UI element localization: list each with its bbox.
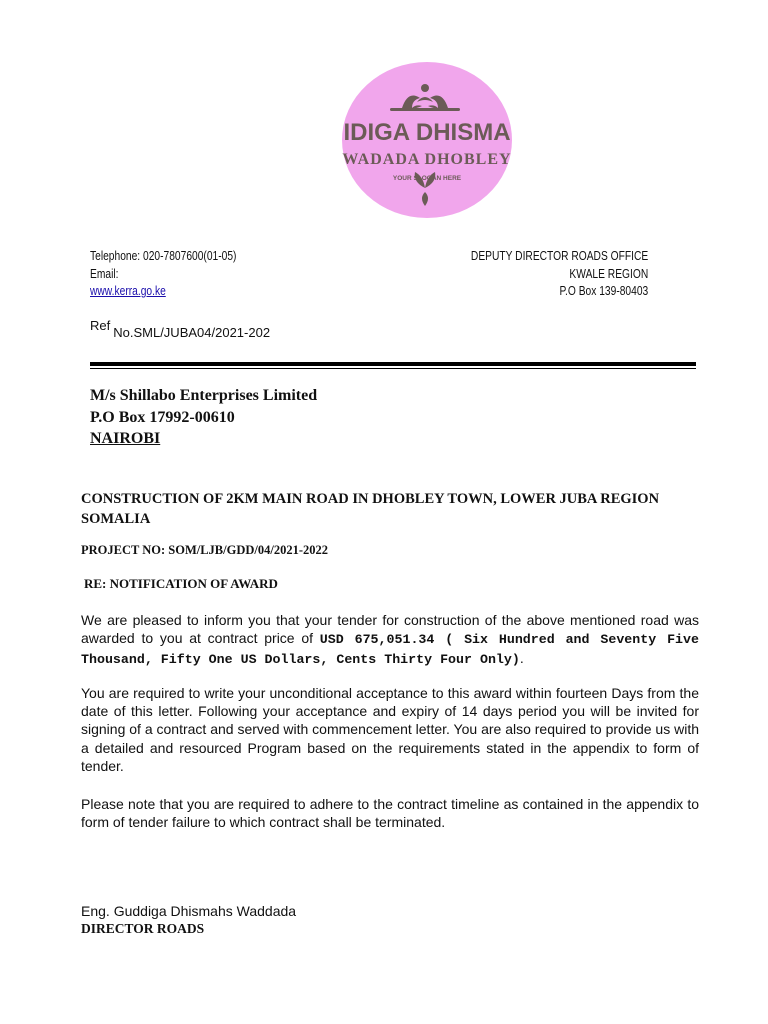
signatory-name: Eng. Guddiga Dhismahs Waddada: [81, 903, 297, 919]
re-line: RE: NOTIFICATION OF AWARD: [84, 576, 278, 591]
reference-line: [90, 318, 271, 340]
divider-thick: [90, 362, 696, 366]
contact-right-block: [471, 248, 648, 301]
addressee-block: [90, 385, 317, 450]
signatory-title: DIRECTOR ROADS: [81, 921, 205, 936]
signatory-block: [81, 902, 296, 938]
award-end-text: .: [519, 650, 524, 667]
email-line: Email:: [90, 266, 119, 281]
office-line: DEPUTY DIRECTOR ROADS OFFICE: [470, 249, 648, 263]
reference-label: Ref: [90, 318, 111, 333]
divider-thin: [90, 368, 696, 369]
po-box-line: P.O Box 139-80403: [559, 284, 648, 298]
logo-name-line1: IDIGA DHISMA: [343, 119, 511, 146]
paragraph-timeline: Please note that you are required to adhere to the contract timeline as contained in the appendix to form of tender failure to which contract shall be terminated.: [81, 796, 699, 831]
region-line: KWALE REGION: [569, 266, 648, 281]
subject-title: CONSTRUCTION OF 2KM MAIN ROAD IN DHOBLEY TOWN, LOWER JUBA REGION SOMALIA: [81, 491, 660, 527]
paragraph-award: [81, 611, 699, 670]
telephone-line: Telephone: 020-7807600(01-05): [90, 249, 237, 263]
logo-slogan: YOUR SLOGAN HERE: [392, 175, 462, 182]
reference-number: No.SML/JUBA04/2021-202: [113, 325, 271, 340]
addressee-company: M/s Shillabo Enterprises Limited: [90, 387, 318, 404]
logo-graphic: [320, 60, 530, 220]
website-link[interactable]: www.kerra.go.ke: [90, 284, 166, 298]
contact-left-block: [90, 248, 236, 301]
addressee-box: P.O Box 17992-00610: [90, 408, 235, 426]
paragraph-acceptance: You are required to write your unconditional acceptance to this award within fourteen Days from the date of this letter. Following your acceptance and expiry of 14 days period you will be invited for signing of a contract and served with commencement letter. You are also required to provide us with a detailed and resourced Program based on the requirements stated in the appendix to form of tender.: [81, 685, 699, 774]
contract-amount: USD 675,051.34 ( Six Hundred and Seventy Five Thousand, Fifty One US Dollars, Cents Thirty Four Only): [81, 632, 699, 668]
award-intro-text: We are pleased to inform you that your tender for construction of the above mentioned road was awarded to you at contract price of: [81, 612, 699, 647]
company-logo: [320, 60, 530, 220]
project-number: PROJECT NO: SOM/LJB/GDD/04/2021-2022: [81, 543, 329, 557]
logo-name-line2: WADADA DHOBLEY: [342, 151, 512, 168]
addressee-city: NAIROBI: [90, 430, 161, 447]
